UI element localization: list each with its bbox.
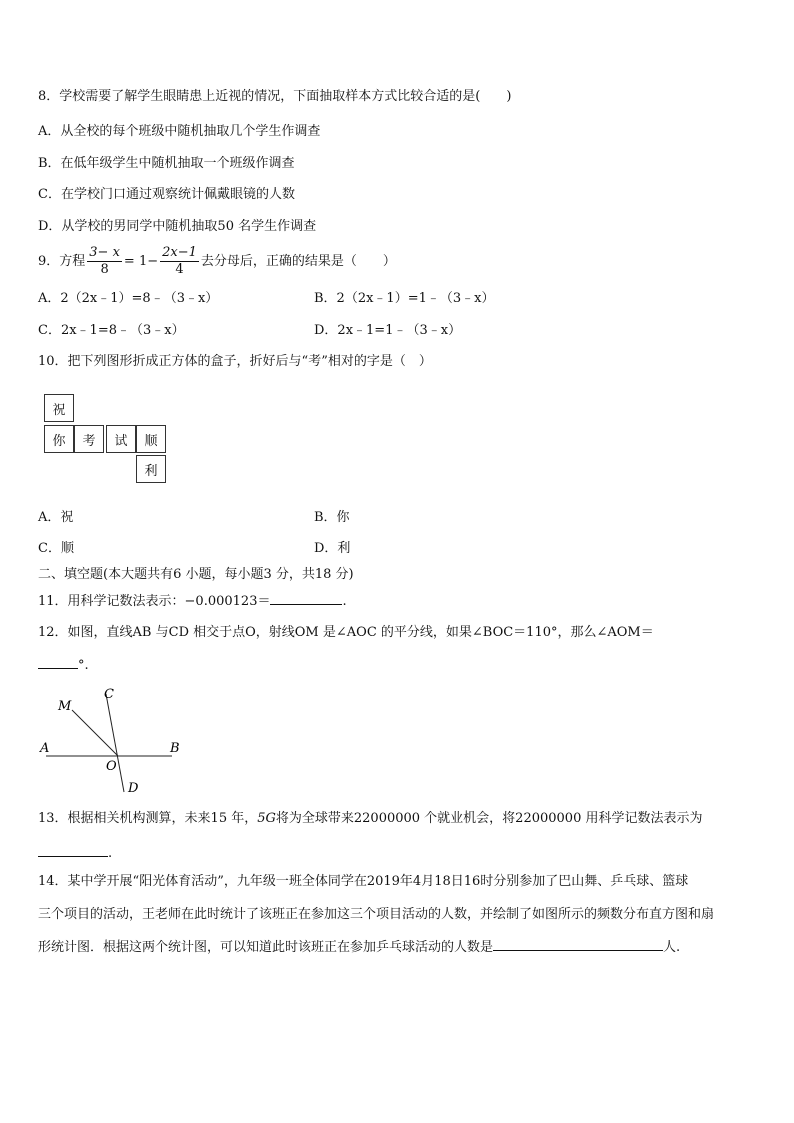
q13-answer-blank	[38, 844, 108, 857]
label-m: M	[58, 699, 72, 714]
q8-option-b: B．在低年级学生中随机抽取一个班级作调查	[38, 156, 295, 171]
q11-stem	[38, 592, 347, 611]
q11-answer-blank	[270, 592, 342, 605]
q11-end: .	[342, 594, 347, 609]
q13-text-a: 13．根据相关机构测算，未来15 年，	[38, 811, 258, 826]
ray-om	[72, 710, 118, 756]
q14-line-3	[38, 938, 680, 957]
q10-option-a: A．祝	[38, 510, 74, 525]
label-c: C	[104, 687, 114, 702]
q12-figure	[30, 684, 190, 796]
section-2-heading: 二、填空题(本大题共有6 小题，每小题3 分，共18 分)	[38, 567, 354, 582]
q9-prefix: 9．方程	[38, 254, 86, 269]
label-o: O	[106, 759, 117, 774]
q14-line-1: 14．某中学开展“阳光体育活动”，九年级一班全体同学在2019年4月18日16时分别参加了巴山舞、乒乓球、篮球	[38, 874, 689, 889]
q9-fraction-1	[87, 245, 122, 278]
line-cd	[106, 694, 124, 792]
q13-text-c: 将为全球带来22000000 个就业机会，将22000000 用科学记数法表示为	[275, 811, 703, 826]
q10-stem: 10．把下列图形折成正方体的盒子，折好后与“考”相对的字是（ ）	[38, 354, 432, 369]
q9-fraction-1-numerator: 3− x	[89, 245, 120, 260]
q13-stem	[38, 810, 702, 828]
q8-option-d: D．从学校的男同学中随机抽取50 名学生作调查	[38, 219, 317, 234]
q12-stem: 12．如图，直线AB 与CD 相交于点O，射线OM 是∠AOC 的平分线，如果∠BOC＝110°，那么∠AOM＝	[38, 625, 654, 640]
q9-mid: = 1−	[123, 254, 159, 269]
q14-line-2: 三个项目的活动，王老师在此时统计了该班正在参加这三个项目活动的人数，并绘制了如图所示的频数分布直方图和扇	[38, 907, 715, 922]
q10-option-c: C．顺	[38, 541, 74, 556]
q14-text: 形统计图．根据这两个统计图，可以知道此时该班正在参加乒乓球活动的人数是	[38, 940, 494, 955]
q9-fraction-1-denominator: 8	[100, 262, 109, 277]
q9-stem	[38, 244, 396, 280]
q14-answer-blank	[493, 938, 663, 951]
q13-blank-line	[38, 844, 112, 863]
q13-end: .	[108, 846, 113, 861]
label-b: B	[170, 741, 180, 756]
q11-text: 11．用科学记数法表示：−0.000123＝	[38, 594, 271, 609]
q8-option-c: C．在学校门口通过观察统计佩戴眼镜的人数	[38, 187, 295, 202]
q12-end: °.	[78, 658, 89, 673]
q9-option-c: C．2x﹣1=8﹣（3﹣x）	[38, 323, 185, 338]
label-d: D	[128, 781, 139, 796]
q13-5g: 5G	[257, 811, 276, 826]
q12-answer-blank	[38, 656, 78, 669]
q9-fraction-2-denominator: 4	[175, 262, 184, 277]
net-cell-kao: 考	[74, 425, 104, 453]
q9-fraction-2	[160, 245, 199, 278]
q12-blank-line	[38, 656, 89, 675]
q14-end: 人.	[663, 940, 681, 955]
q9-option-d: D．2x﹣1=1﹣（3﹣x）	[314, 323, 462, 338]
q8-option-a: A．从全校的每个班级中随机抽取几个学生作调查	[38, 124, 321, 139]
q10-option-b: B．你	[314, 510, 350, 525]
net-cell-shi: 试	[106, 425, 136, 453]
q9-fraction-2-numerator: 2x−1	[162, 245, 197, 260]
net-cell-zhu: 祝	[44, 394, 74, 422]
q10-option-d: D．利	[314, 541, 351, 556]
q8-stem: 8．学校需要了解学生眼睛患上近视的情况，下面抽取样本方式比较合适的是( )	[38, 89, 512, 104]
net-cell-ni: 你	[44, 425, 74, 453]
q9-option-b: B．2（2x﹣1）=1﹣（3﹣x）	[314, 291, 495, 306]
net-cell-shun: 顺	[136, 425, 166, 453]
q9-suffix: 去分母后，正确的结果是（ ）	[200, 254, 396, 269]
label-a: A	[40, 741, 50, 756]
q9-option-a: A．2（2x﹣1）=8﹣（3﹣x）	[38, 291, 219, 306]
net-cell-li: 利	[136, 455, 166, 483]
